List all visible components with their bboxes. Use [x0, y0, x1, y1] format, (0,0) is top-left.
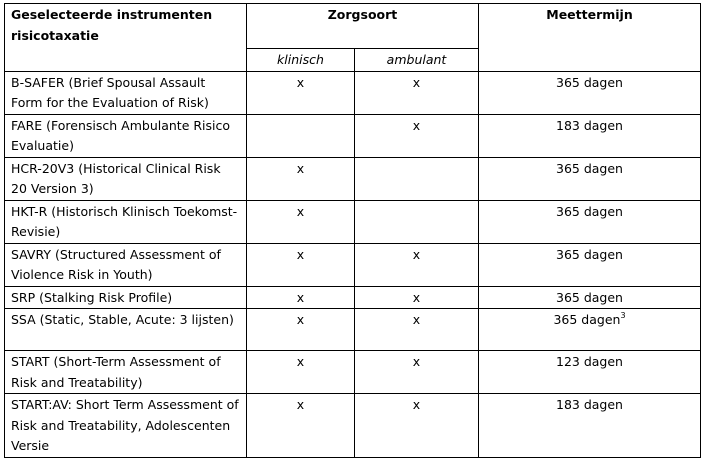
header-care-type: Zorgsoort: [247, 4, 479, 49]
instrument-name: SAVRY (Structured Assessment of Violence Risk in Youth): [5, 243, 247, 286]
clinical-mark: [247, 114, 355, 157]
table-row: [5, 114, 701, 157]
table-row: [5, 243, 701, 286]
measurement-period: [479, 394, 701, 458]
period-value: 183 dagen: [556, 397, 623, 412]
period-value: 365 dagen: [556, 203, 623, 219]
ambulant-mark: x: [355, 351, 479, 394]
period-value: 123 dagen: [556, 354, 623, 369]
clinical-mark: x: [247, 71, 355, 114]
table-row: [5, 157, 701, 200]
subheader-ambulant: ambulant: [355, 49, 479, 72]
ambulant-mark: [355, 200, 479, 243]
period-value: 365 dagen: [556, 160, 623, 176]
header-period: Meettermijn: [479, 4, 701, 72]
ambulant-mark: x: [355, 243, 479, 286]
ambulant-mark: [355, 157, 479, 200]
table-row: [5, 394, 701, 458]
clinical-mark: x: [247, 286, 355, 309]
instrument-name: SRP (Stalking Risk Profile): [5, 286, 247, 309]
measurement-period: [479, 157, 701, 200]
measurement-period: [479, 309, 701, 351]
table-row: [5, 309, 701, 351]
instruments-table: [4, 3, 701, 458]
instrument-name: FARE (Forensisch Ambulante Risico Evaluatie): [5, 114, 247, 157]
table-row: [5, 71, 701, 114]
measurement-period: [479, 286, 701, 309]
measurement-period: [479, 114, 701, 157]
period-value: 365 dagen: [556, 74, 623, 90]
measurement-period: [479, 200, 701, 243]
clinical-mark: x: [247, 200, 355, 243]
clinical-mark: x: [247, 351, 355, 394]
table-row: [5, 200, 701, 243]
header-row: [5, 4, 701, 49]
ambulant-mark: x: [355, 286, 479, 309]
table-row: [5, 286, 701, 309]
ambulant-mark: x: [355, 71, 479, 114]
measurement-period: [479, 351, 701, 394]
period-value: 183 dagen: [556, 117, 623, 133]
measurement-period: [479, 71, 701, 114]
instrument-name: SSA (Static, Stable, Acute: 3 lijsten): [5, 309, 247, 351]
period-value: 365 dagen: [556, 246, 623, 262]
clinical-mark: x: [247, 243, 355, 286]
period-value: 365 dagen: [556, 289, 623, 305]
ambulant-mark: x: [355, 114, 479, 157]
period-value: 365 dagen: [553, 312, 621, 327]
instrument-name: HCR-20V3 (Historical Clinical Risk 20 Version 3): [5, 157, 247, 200]
clinical-mark: x: [247, 157, 355, 200]
header-instruments: Geselecteerde instrumenten risicotaxatie: [5, 4, 247, 72]
footnote-marker: 3: [620, 311, 626, 320]
subheader-clinical: klinisch: [247, 49, 355, 72]
instrument-name: HKT-R (Historisch Klinisch Toekomst- Revisie): [5, 200, 247, 243]
ambulant-mark: x: [355, 394, 479, 458]
instrument-name: START (Short-Term Assessment of Risk and Treatability): [5, 351, 247, 394]
clinical-mark: x: [247, 394, 355, 458]
measurement-period: [479, 243, 701, 286]
clinical-mark: x: [247, 309, 355, 351]
instrument-name: START:AV: Short Term Assessment of Risk and Treatability, Adolescenten Versie: [5, 394, 247, 458]
table-row: [5, 351, 701, 394]
instrument-name: B-SAFER (Brief Spousal Assault Form for the Evaluation of Risk): [5, 71, 247, 114]
ambulant-mark: x: [355, 309, 479, 351]
